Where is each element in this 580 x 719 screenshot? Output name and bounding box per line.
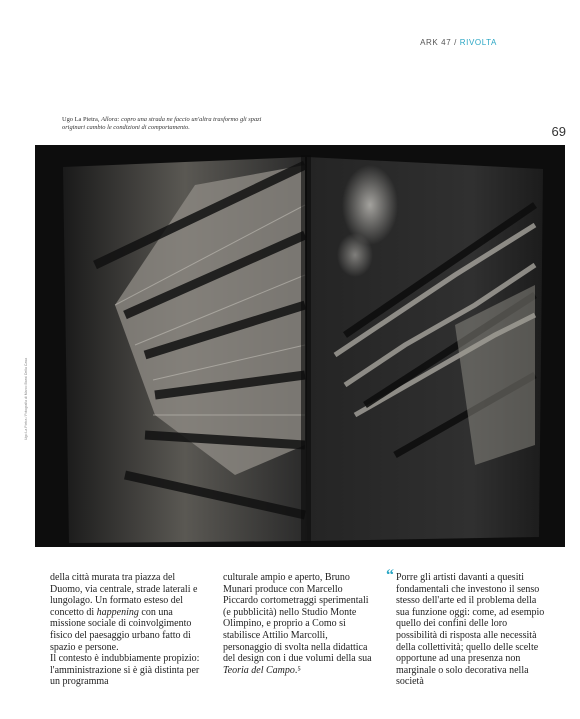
page-number: 69	[551, 124, 566, 139]
issue-label: ARK 47 /	[420, 38, 457, 47]
col1-text-a: della città murata tra piazza del Duomo, via centrale, strade laterali e lungolago. Un formato esteso del concetto di	[50, 572, 198, 618]
col2-text-a: culturale ampio e aperto, Bruno Munari produce con Marcello Piccardo cortometraggi sperimentali (e pubblicità) nello Studio Monte Olimpino, e proprio a Como si stabilisce Attilio Marcolli, personaggio di svolta nella didattica del design con i due volumi della sua	[223, 572, 372, 665]
col1-text-b: con una missione sociale di coinvolgimento fisico del paesaggio urbano fatto di spazio e persone.	[50, 606, 192, 653]
photo-credit: Ugo La Pietra / Fotografia di Marco Bassi Della Casa	[24, 357, 28, 440]
quote-mark: “	[386, 567, 394, 584]
column-1-paragraph	[50, 572, 200, 653]
col1-italic: happening	[96, 606, 139, 618]
book-spread-photo	[35, 145, 565, 547]
column-2-paragraph	[223, 572, 373, 676]
pull-quote-text: Porre gli artisti davanti a quesiti fondamentali che investono il senso stesso dell'arte ed il problema della sua funzione oggi: come, ad esempio quello dei confini delle loro possibilità di risposta alle necessità della collettività; quello delle scelte opportune ad una presenza non marginale o solo decorativa nella società	[396, 572, 545, 688]
photo-illustration	[35, 145, 565, 547]
pull-quote-column	[386, 567, 546, 688]
col2-italic: Teoria del Campo	[223, 664, 295, 676]
section-label: RIVOLTA	[459, 38, 497, 47]
column-1-paragraph-2: Il contesto è indubbiamente propizio: l'amministrazione si è già distinta per un programma	[50, 653, 200, 688]
text-column-1	[50, 572, 200, 688]
text-column-2	[223, 572, 373, 676]
col2-text-b: .⁵	[294, 664, 301, 676]
photo-caption	[62, 116, 282, 132]
caption-lead: Ugo La Pietra,	[62, 116, 100, 123]
running-header	[420, 38, 497, 47]
caption-title: Allora: copro una strada ne faccio un'altra trasformo gli spazi originari cambio le condizioni di comportamento.	[62, 116, 262, 131]
